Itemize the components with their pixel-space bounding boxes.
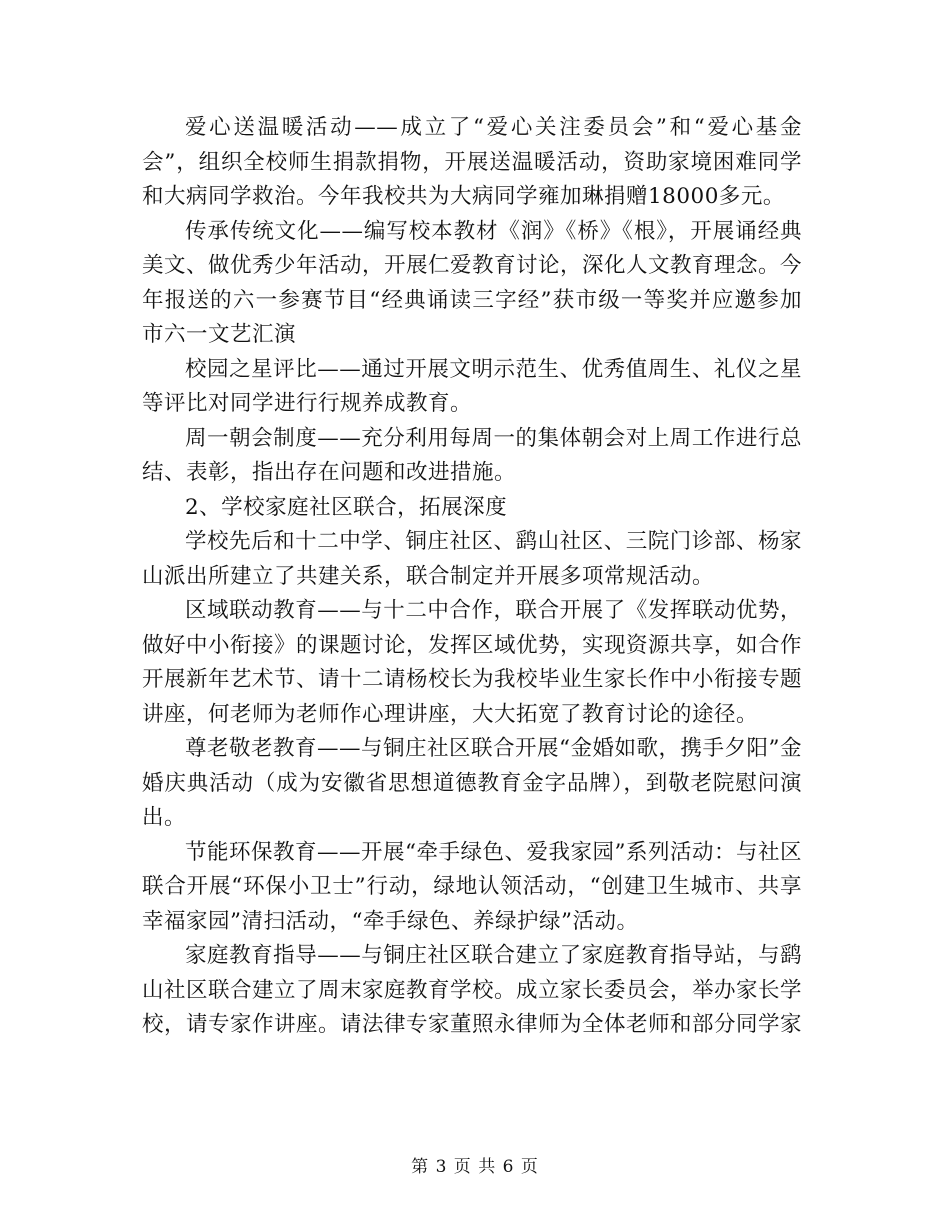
page-number-footer: 第 3 页 共 6 页 bbox=[411, 1157, 539, 1177]
paragraph-environment: 节能环保教育——开展“牵手绿色、爱我家园”系列活动：与社区联合开展“环保小卫士”行动，绿地认领活动，“创建卫生城市、共享幸福家园”清扫活动，“牵手绿色、养绿护绿”活动。 bbox=[142, 839, 802, 934]
paragraph-partnerships: 学校先后和十二中学、铜庄社区、鹞山社区、三院门诊部、杨家山派出所建立了共建关系，联合制定并开展多项常规活动。 bbox=[142, 529, 802, 589]
section-heading: 2、学校家庭社区联合，拓展深度 bbox=[185, 494, 508, 520]
document-body bbox=[142, 111, 802, 1043]
paragraph-campus-star: 校园之星评比——通过开展文明示范生、优秀值周生、礼仪之星等评比对同学进行行规养成教育。 bbox=[142, 356, 802, 416]
paragraph-elderly-respect: 尊老敬老教育——与铜庄社区联合开展“金婚如歌，携手夕阳”金婚庆典活动（成为安徽省思想道德教育金字品牌），到敬老院慰问演出。 bbox=[142, 736, 802, 830]
paragraph-love-warmth: 爱心送温暖活动——成立了“爱心关注委员会”和“爱心基金会”，组织全校师生捐款捐物，开展送温暖活动，资助家境困难同学和大病同学救治。今年我校共为大病同学雍加琳捐赠18000多元。 bbox=[142, 115, 802, 209]
paragraph-regional-education: 区域联动教育——与十二中合作，联合开展了《发挥联动优势，做好中小衔接》的课题讨论，发挥区域优势，实现资源共享，如合作开展新年艺术节、请十二请杨校长为我校毕业生家长作中小衔接专题讲座，何老师为老师作心理讲座，大大拓宽了教育讨论的途径。 bbox=[142, 598, 803, 727]
paragraph-monday-assembly: 周一朝会制度——充分利用每周一的集体朝会对上周工作进行总结、表彰，指出存在问题和改进措施。 bbox=[142, 425, 802, 485]
paragraph-family-education: 家庭教育指导——与铜庄社区联合建立了家庭教育指导站，与鹞山社区联合建立了周末家庭教育学校。成立家长委员会，举办家长学校，请专家作讲座。请法律专家董照永律师为全体老师和部分同学家 bbox=[142, 943, 803, 1037]
paragraph-traditional-culture: 传承传统文化——编写校本教材《润》《桥》《根》，开展诵经典美文、做优秀少年活动，开展仁爱教育讨论，深化人文教育理念。今年报送的六一参赛节目“经典诵读三字经”获市级一等奖并应邀参加市六一文艺汇演 bbox=[142, 218, 803, 347]
